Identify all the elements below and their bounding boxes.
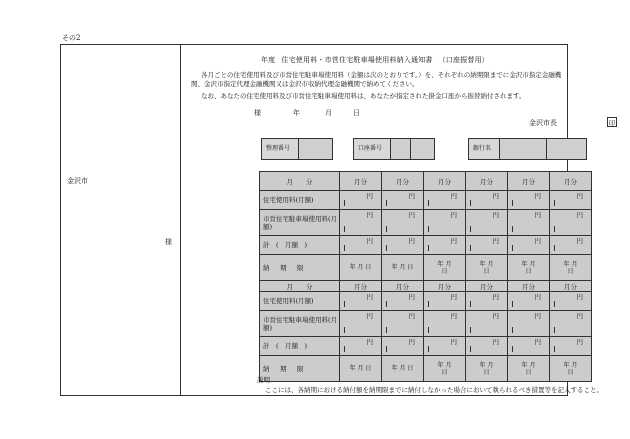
month-cell: 月分 [382,172,424,191]
yen-cell: 円 [340,311,382,337]
due-date-cell: 年 月 日 [382,255,424,281]
yen-cell: 円 [508,311,550,337]
due-date-cell [550,356,592,382]
month-cell: 月分 [340,172,382,191]
bank-name-field-1 [500,138,547,160]
due-date-day: 日 [567,267,574,275]
addressee-honorific: 様 [254,109,261,117]
bank-name-box [468,138,587,160]
yen-cell: 円 [550,236,592,255]
due-date-cell: 年 月 日 [340,356,382,382]
due-date-cell [550,255,592,281]
month-cell: 月分 [508,281,550,292]
row-label-total: 計 ( 月額 ) [260,236,340,255]
due-date-day: 日 [567,368,574,376]
month-cell: 月分 [424,281,466,292]
due-date-day: 日 [483,267,490,275]
yen-cell: 円 [424,236,466,255]
month-cell: 月分 [508,172,550,191]
row-label-due-date: 納 期 限 [260,255,340,281]
seiri-number-label: 整理番号 [261,138,299,160]
paragraph-payment: 各月ごとの住宅使用料及び市営住宅駐車場使用料（金額は次のとおりです。）を、それぞれの納期限までに金沢市指定金融機関、金沢市指定代理金融機関又は金沢市収納代理金融機関で納めてください。 [191,71,562,88]
yen-cell: 円 [508,210,550,236]
due-date-cell [508,255,550,281]
month-cell: 月分 [466,172,508,191]
row-label-parking-fee: 市営住宅駐車場使用料(月額) [260,311,340,337]
due-date-year-month: 年 月 [563,260,578,268]
month-header: 月 分 [260,172,340,191]
date-day: 日 [353,109,360,117]
mayor-title: 金沢市長 [529,119,557,127]
yen-cell: 円 [466,210,508,236]
date-month: 月 [325,109,332,117]
yen-cell: 円 [340,337,382,356]
account-number-label: 口座番号 [353,138,391,160]
date-year: 年 [293,109,300,117]
month-cell: 月分 [550,172,592,191]
notice-content [181,45,616,395]
due-date-cell [466,255,508,281]
page-label: その2 [62,34,81,42]
due-date-day: 日 [441,267,448,275]
month-cell: 月分 [466,281,508,292]
yen-cell: 円 [424,311,466,337]
note-label: 説明 [257,376,270,384]
yen-cell: 円 [466,191,508,210]
yen-cell: 円 [550,311,592,337]
due-date-day: 日 [525,267,532,275]
due-date-day: 日 [525,368,532,376]
yen-cell: 円 [550,337,592,356]
yen-cell: 円 [466,292,508,311]
due-date-cell: 年 月 日 [382,356,424,382]
yen-cell: 円 [424,210,466,236]
notice-title [181,55,569,65]
due-date-day: 日 [441,368,448,376]
account-number-field-2 [411,138,435,160]
due-date-cell [424,255,466,281]
yen-cell: 円 [424,337,466,356]
note-text: ここには、各納期における納付額を納期限までに納付しなかった場合において執られるべき措置等を記入すること。 [265,386,603,394]
paragraph-transfer: なお、あなたの住宅使用料及び市営住宅駐車場使用料は、あなたが指定された掛金口座から振替納付されます。 [201,92,526,100]
row-label-housing-fee: 住宅使用料(月額) [260,292,340,311]
due-date-cell [508,356,550,382]
due-date-year-month: 年 月 [437,361,452,369]
month-cell: 月分 [550,281,592,292]
due-date-day: 日 [483,368,490,376]
yen-cell: 円 [382,292,424,311]
payment-schedule-table [259,171,592,382]
due-date-year-month: 年 月 [563,361,578,369]
yen-cell: 円 [382,210,424,236]
recipient-honorific: 様 [165,238,172,246]
yen-cell: 円 [550,292,592,311]
yen-cell: 円 [508,236,550,255]
yen-cell: 円 [424,191,466,210]
title-year: 年度 [260,56,276,64]
due-date-cell [424,356,466,382]
yen-cell: 円 [340,210,382,236]
yen-cell: 円 [508,292,550,311]
month-cell: 月分 [424,172,466,191]
yen-cell: 円 [382,311,424,337]
row-label-total: 計 ( 月額 ) [260,337,340,356]
account-number-field-1 [391,138,411,160]
due-date-year-month: 年 月 [521,361,536,369]
yen-cell: 円 [550,210,592,236]
row-label-due-date: 納 期 限 [260,356,340,382]
yen-cell: 円 [382,191,424,210]
seiri-number-box [261,138,333,160]
recipient-column [61,45,181,395]
due-date-cell: 年 月 日 [340,255,382,281]
month-cell: 月分 [340,281,382,292]
yen-cell: 円 [466,311,508,337]
yen-cell: 円 [466,337,508,356]
due-date-year-month: 年 月 [479,361,494,369]
month-cell: 月分 [382,281,424,292]
due-date-year-month: 年 月 [437,260,452,268]
yen-cell: 円 [550,191,592,210]
yen-cell: 円 [340,236,382,255]
yen-cell: 円 [466,236,508,255]
row-label-parking-fee: 市営住宅駐車場使用料(月額) [260,210,340,236]
bank-name-label: 銀行名 [468,138,500,160]
bank-name-field-2 [547,138,587,160]
yen-cell: 円 [340,292,382,311]
seiri-number-field [299,138,333,160]
due-date-year-month: 年 月 [521,260,536,268]
due-date-cell [466,356,508,382]
notice-frame [60,44,616,396]
yen-cell: 円 [382,337,424,356]
yen-cell: 円 [508,191,550,210]
yen-cell: 円 [340,191,382,210]
title-main: 住宅使用料・市営住宅駐車場使用料納入通知書 [281,56,433,64]
due-date-year-month: 年 月 [479,260,494,268]
account-number-box [353,138,435,160]
row-label-housing-fee: 住宅使用料(月額) [260,191,340,210]
yen-cell: 円 [382,236,424,255]
seal-mark: 印 [608,119,616,127]
recipient-city: 金沢市 [67,177,88,185]
yen-cell: 円 [508,337,550,356]
month-header: 月 分 [260,281,340,292]
title-sub: （口座振替用） [438,56,489,64]
yen-cell: 円 [424,292,466,311]
